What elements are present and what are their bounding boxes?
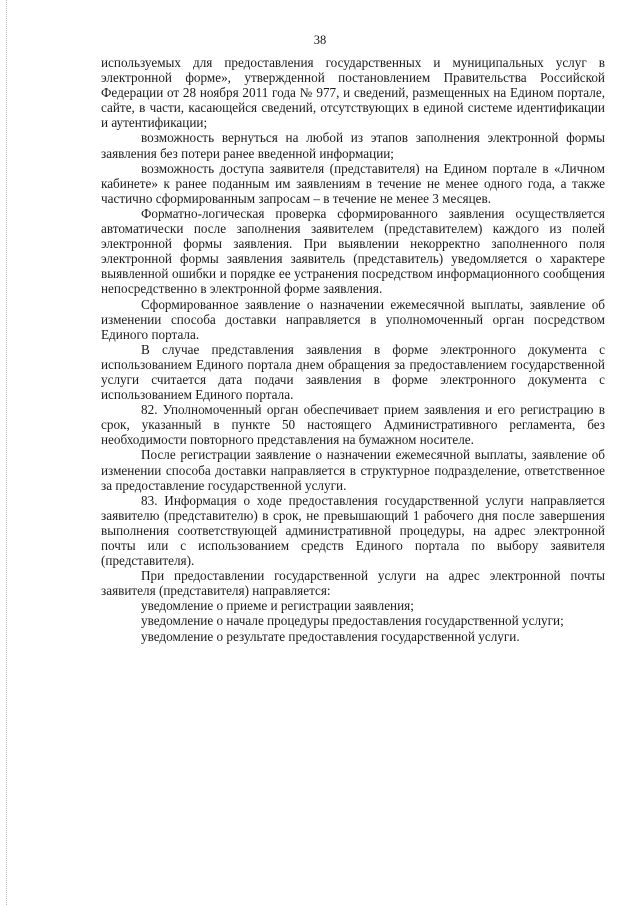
paragraph-application-sent: Сформированное заявление о назначении ежемесячной выплаты, заявление об изменении способа доставки направляется в уполномоченный орган посредством Единого портала.: [101, 296, 605, 342]
list-item-result-notice: уведомление о результате предоставления государственной услуги.: [141, 628, 520, 644]
paragraph-after-registration: После регистрации заявление о назначении ежемесячной выплаты, заявление об изменении способа доставки направляется в структурное подразделение, ответственное за предоставление государственной услуги.: [101, 447, 605, 493]
paragraph-continuation: используемых для предоставления государственных и муниципальных услуг в электронной форме», утвержденной постановлением Правительства Российской Федерации от 28 ноября 2011 года № 977, и сведений, размещенных на Едином портале, сайте, в части, касающейся сведений, отсутствующих в единой системе идентификации и аутентификации;: [101, 55, 605, 131]
paragraph-return-to-steps: возможность вернуться на любой из этапов заполнения электронной формы заявления без потери ранее введенной информации;: [101, 130, 605, 161]
page-number: 38: [313, 33, 327, 47]
paragraph-personal-cabinet-access: возможность доступа заявителя (представителя) на Едином портале в «Личном кабинете» к ранее поданным им заявлениям в течение не менее одного года, а также частично сформированным запросам – в течение не менее 3 месяцев.: [101, 160, 605, 206]
paragraph-clause-82: 82. Уполномоченный орган обеспечивает прием заявления и его регистрацию в срок, указанный в пункте 50 настоящего Административного регламента, без необходимости повторного представления на бумажном носителе.: [101, 402, 605, 448]
paragraph-application-date: В случае представления заявления в форме электронного документа с использованием Единого портала днем обращения за предоставлением государственной услуги считается дата подачи заявления в форме электронного документа с использованием Единого портала.: [101, 341, 605, 403]
list-item-start-notice: уведомление о начале процедуры предоставления государственной услуги;: [141, 613, 564, 629]
document-body: [101, 55, 605, 644]
list-item-receipt-notice: уведомление о приеме и регистрации заявления;: [141, 598, 414, 614]
paragraph-clause-83: 83. Информация о ходе предоставления государственной услуги направляется заявителю (представителю) в срок, не превышающий 1 рабочего дня после завершения выполнения соответствующей административной процедуры, на адрес электронной почты или с использованием средств Единого портала по выбору заявителя (представителя).: [101, 492, 605, 569]
paragraph-format-logical-check: Форматно-логическая проверка сформированного заявления осуществляется автоматически после заполнения заявителем (представителем) каждого из полей электронной формы заявления. При выявлении некорректно заполненного поля электронной формы заявления заявитель (представитель) уведомляется о характере выявленной ошибки и порядке ее устранения посредством информационного сообщения непосредственно в электронной форме заявления.: [101, 205, 605, 297]
paragraph-email-notifications: При предоставлении государственной услуги на адрес электронной почты заявителя (представителя) направляется:: [101, 568, 605, 599]
scan-edge-artifact: [6, 0, 7, 905]
